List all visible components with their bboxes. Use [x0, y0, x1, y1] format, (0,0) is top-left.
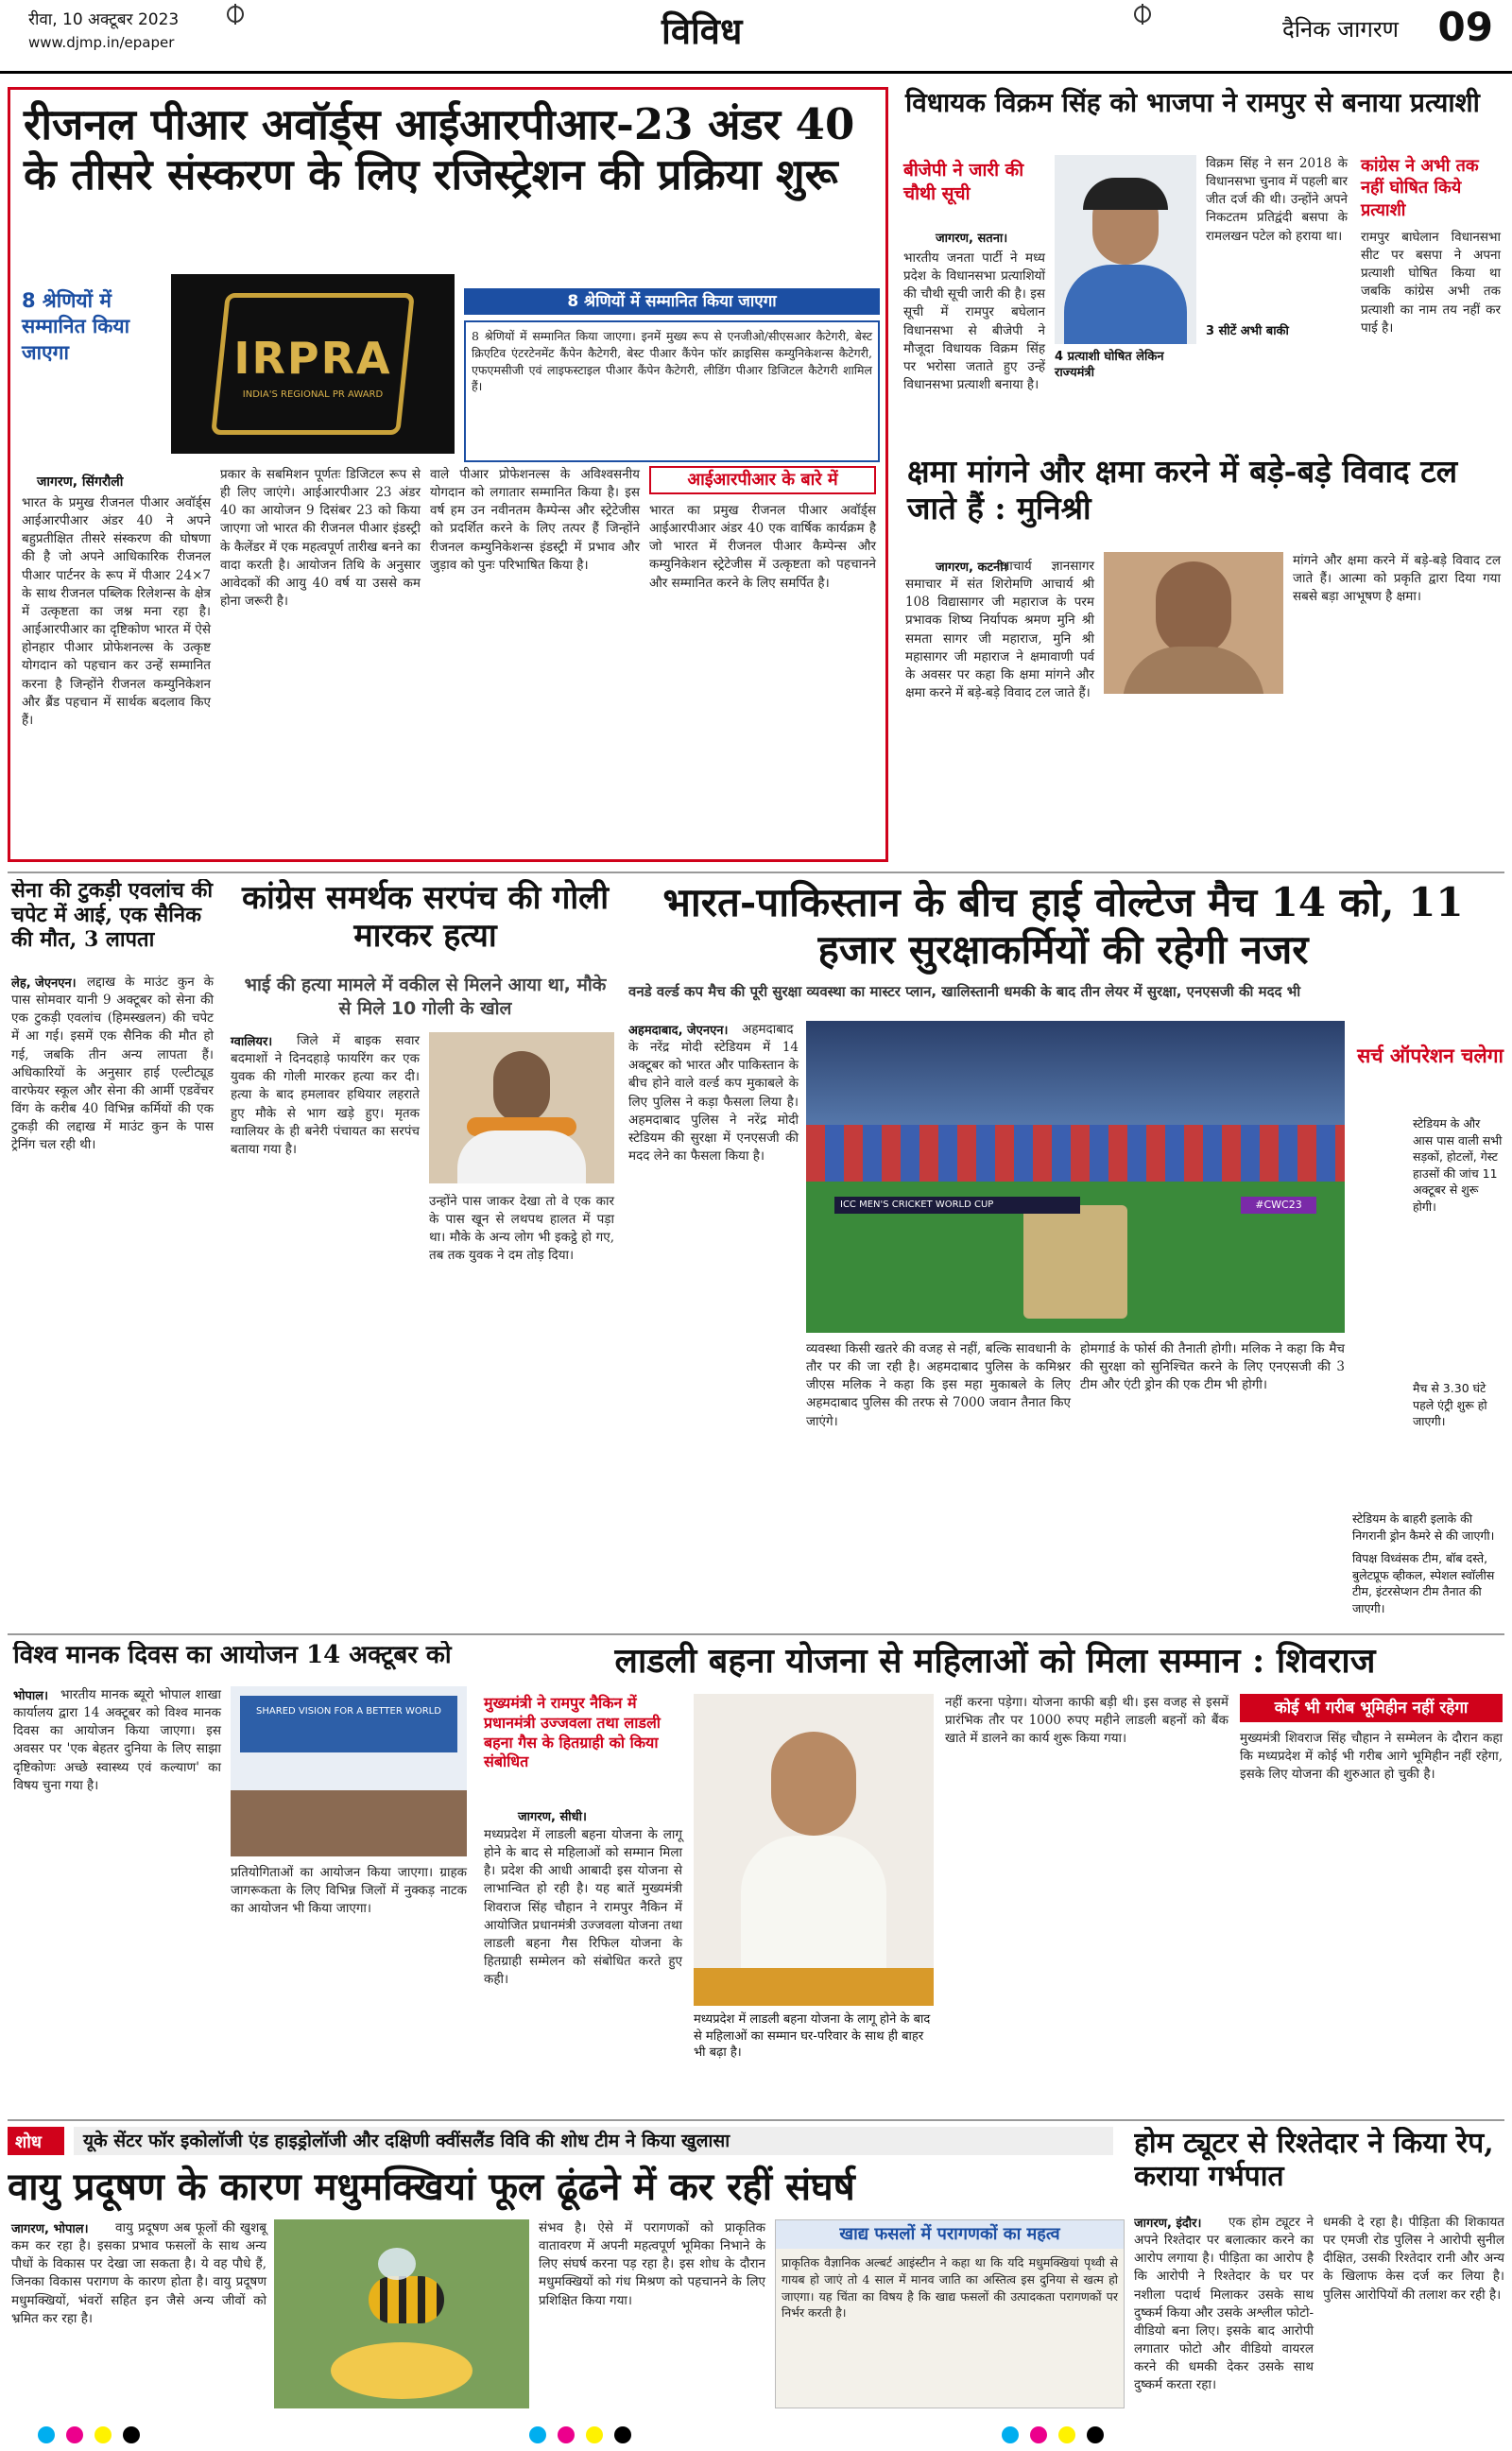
irpra-logo-text: IRPRA [233, 333, 392, 384]
ladli-body-col1: मध्यप्रदेश में लाडली बहना योजना के लागू होने के बाद से महिलाओं को सम्मान मिला है। प्रदेश की आधी आबादी इस योजना से लाभान्वित हो रही है। यह बातें मुख्यमंत्री शिवराज सिंह चौहान ने रामपुर नैकिन में आयोजित प्रधानमंत्री उज्जवला योजना तथा लाडली बहना गैस रिफिल योजना के हितग्राही सम्मेलन को संबोधित करते हुए कही। [484, 1827, 682, 1988]
vikram-tag: बीजेपी ने जारी की चौथी सूची [903, 160, 1024, 204]
congress-side-body: रामपुर बाघेलान विधानसभा सीट पर बसपा ने अपना प्रत्याशी घोषित किया था जबकि कांग्रेस अभी तक प्रत्याशी का नाम तय नहीं कर पाई है। [1361, 230, 1501, 336]
sarpanch-body-col1: जिले में बाइक सवार बदमाशों ने दिनदहाड़े फायरिंग कर एक युवक की गोली मारकर हत्या कर दी। हत्या के बाद हमलावर हथियार लहराते हुए मौके से भाग खड़े हुए। मृतक ग्वालियर के ही बनेरी पंचायत का सरपंच बताया गया है। [231, 1033, 420, 1157]
irpra-body-col2: प्रकार के सबमिशन पूर्णतः डिजिटल रूप से ही लिए जाएंगे। आईआरपीआर 23 अंडर 40 का आयोजन 9 दिसंबर 23 को किया जाएगा जो भारत की रीजनल पीआर इंडस्ट्री के कैलेंडर में एक महत्वपूर्ण तारीख बनने का वादा करती है। आयोजन तिथि के अनुसार आवेदकों की आयु 40 वर्ष या उससे कम होना जरूरी है। [220, 467, 421, 610]
army-article [8, 879, 217, 1626]
categories-box-body: 8 श्रेणियों में सम्मानित किया जाएगा। इनमें मुख्य रूप से एनजीओ/सीएसआर कैटेगरी, बेस्ट क्रिएटिव एंटरटेनमेंट कैंपेन कैटेगरी, बेस्ट पीआर कैंपेन फॉर क्राइसिस कम्युनिकेशन्स कैटेगरी, एफएमसीजी एवं लाइफस्टाइल पीआर कैंपेन कैटेगरी, लीडिंग पीआर डिजिटल कैटेगरी शामिल हैं। [464, 320, 880, 462]
research-topline: यूके सेंटर फॉर इकोलॉजी एंड हाइड्रोलॉजी और दक्षिणी क्वींसलैंड विवि की शोध टीम ने किया खुलासा [74, 2127, 1113, 2155]
standards-body-col1: भारतीय मानक ब्यूरो भोपाल शाखा कार्यालय द्वारा 14 अक्टूबर को विश्व मानक दिवस का आयोजन किया जाएगा। इस अवसर पर 'एक बेहतर दुनिया के लिए साझा दृष्टिकोणः अच्छे स्वास्थ्य एवं कल्याण' का विषय चुना गया है। [13, 1687, 221, 1793]
issue-date: रीवा, 10 अक्टूबर 2023 [28, 10, 180, 29]
shivraj-photo [694, 1694, 934, 2006]
cyan-swatch-icon [1002, 2426, 1019, 2443]
irpra-subhead: 8 श्रेणियों में सम्मानित किया जाएगा [22, 289, 130, 364]
pollinator-box [775, 2219, 1125, 2408]
indpak-body-col3: होमगार्ड के फोर्स की तैनाती होगी। मलिक ने कहा कि मैच की सुरक्षा को सुनिश्चित करने के लिए एनएसजी की 3 टीम और एंटी ड्रोन की एक टीम भी होगी। [1080, 1341, 1345, 1393]
vikram-dateline: जागरण, सतना। [936, 232, 1008, 246]
magenta-swatch-icon [66, 2426, 83, 2443]
hair-icon [1083, 178, 1168, 210]
irpra-headline: रीजनल पीआर अवॉर्ड्स आईआरपीआर-23 अंडर 40 के तीसरे संस्करण के लिए रजिस्ट्रेशन की प्रक्रिया शुरू [24, 99, 855, 200]
black-swatch-icon [614, 2426, 631, 2443]
pollinator-box-title: खाद्य फसलों में परागणकों का महत्व [776, 2220, 1124, 2249]
cwc23-banner: #CWC23 [1241, 1197, 1316, 1214]
yellow-swatch-icon [1058, 2426, 1075, 2443]
divider [8, 872, 1504, 873]
people-row [231, 1790, 467, 1856]
sarpanch-article [227, 879, 619, 1626]
indpak-headline: भारत-पाकिस्तान के बीच हाई वोल्टेज मैच 14 को, 11 हजार सुरक्षाकर्मियों की रहेगी नजर [662, 879, 1464, 973]
search-operation-title: सर्च ऑपरेशन चलेगा [1357, 1044, 1503, 1067]
research-tag: शोध [8, 2127, 64, 2155]
sarpanch-headline: कांग्रेस समर्थक सरपंच की गोली मारकर हत्या [241, 879, 610, 956]
print-color-bar [0, 2419, 1512, 2451]
registration-mark-icon [1134, 6, 1151, 23]
irpra-body-col1: भारत के प्रमुख रीजनल पीआर अवॉर्ड्स आईआरपीआर अंडर 40 ने अपने बहुप्रतीक्षित तीसरे संस्करण की घोषणा की है जो अपने आधिकारिक रीजनल पीआर पार्टनर के रूप में पीआर 24×7 के साथ रीजनल पब्लिक रिलेशन्स के क्षेत्र में उत्कृष्टता का जश्न मना रहा है। आईआरपीआर का दृष्टिकोण भारत में ऐसे होनहार पीआर प्रोफेशनल्स के उत्कृष्ट योगदान को पहचान कर उन्हें सम्मानित करना है जिन्होंने रीजनल कम्युनिकेशन और ब्रैंड पहचान में सार्थक बदलाव किए हैं। [22, 495, 211, 728]
vikram-article [898, 87, 1504, 446]
search-operation-body: स्टेडियम के और आस पास वाली सभी सड़कों, होटलों, गेस्ट हाउसों की जांच 11 अक्टूबर से शुरू होगी। [1413, 1116, 1503, 1214]
indpak-subhead: वनडे वर्ल्ड कप मैच की पूरी सुरक्षा व्यवस्था का मास्टर प्लान, खालिस्तानी धमकी के बाद तीन लेयर में सुरक्षा, एनएसजी की मदद भी [628, 983, 1301, 1000]
muni-headline: क्षमा मांगने और क्षमा करने में बड़े-बड़े विवाद टल जाते हैं : मुनिश्री [907, 454, 1458, 526]
ladli-article [480, 1641, 1504, 2114]
about-irpra-body: भारत का प्रमुख रीजनल पीआर अवॉर्ड्स आईआरपीआर अंडर 40 एक वार्षिक कार्यक्रम है जो भारत में रीजनल पीआर कैम्पेन्स और कम्युनिकेशन स्ट्रेटेजीस में उत्कृष्टता को पहचानने और सम्मानित करने के लिए समर्पित है। [649, 503, 876, 591]
stadium-seats [806, 1125, 1345, 1182]
tutor-body-col2: धमकी दे रहा है। पीड़िता की शिकायत पर एमजी रोड पुलिस ने आरोपी सुनील दीक्षित, उसकी रिश्तेदार रानी और अन्य के खिलाफ केस दर्ज कर लिया है। पुलिस आरोपियों की तलाश कर रही है। [1323, 2215, 1504, 2303]
indpak-dateline: अहमदाबाद, जेएनएन। [628, 1024, 729, 1038]
ladli-tag: मुख्यमंत्री ने रामपुर नैकिन में प्रधानमंत्री उज्जवला तथा लाडली बहना गैस के हितग्राही को किया संबोधित [484, 1694, 661, 1771]
bullet-entry-time: मैच से 3.30 घंटे पहले एंट्री शुरू हो जाएगी। [1413, 1381, 1487, 1428]
army-headline: सेना की टुकड़ी एवलांच की चपेट में आई, एक सैनिक की मौत, 3 लापता [11, 879, 214, 952]
shirt-icon [1064, 265, 1187, 344]
irpra-logo [171, 274, 455, 454]
irpra-logo-sub: INDIA'S REGIONAL PR AWARD [242, 389, 384, 400]
congress-side-head: कांग्रेस ने अभी तक नहीं घोषित किये प्रत्याशी [1361, 156, 1479, 220]
about-irpra-title: आईआरपीआर के बारे में [649, 466, 876, 494]
irpra-dateline: जागरण, सिंगरौली [37, 475, 124, 490]
shoulders-icon [1123, 647, 1264, 694]
categories-box-title: 8 श्रेणियों में सम्मानित किया जाएगा [464, 288, 880, 315]
masthead [0, 0, 1512, 74]
standards-article [8, 1641, 471, 2114]
face-icon [493, 1051, 550, 1123]
irpra-article [8, 87, 888, 862]
vikram-body-col1: भारतीय जनता पार्टी ने मध्य प्रदेश के विधानसभा प्रत्याशियों की चौथी सूची जारी की है। इस सूची में रामपुर बघेलान विधानसभा से बीजेपी ने मौजूदा विधायक विक्रम सिंह पर भरोसा जताते हुए उन्हें विधानसभा प्रत्याशी बनाया है। [903, 250, 1045, 393]
registration-mark-icon [227, 6, 244, 23]
divider [8, 1633, 1504, 1635]
army-dateline: लेह, जेएनएन। [11, 976, 77, 991]
face-icon [771, 1732, 856, 1836]
standards-dateline: भोपाल। [13, 1689, 48, 1703]
newspaper-name: दैनिक जागरण [1281, 16, 1399, 43]
stadium-stands [806, 1021, 1345, 1125]
epaper-link[interactable]: www.djmp.in/epaper [28, 34, 175, 51]
ladli-caption: मध्यप्रदेश में लाडली बहना योजना के लागू होने के बाद से महिलाओं का सम्मान घर-परिवार के साथ ही बाहर भी बढ़ा है। [694, 2012, 931, 2061]
standards-photo [231, 1686, 467, 1856]
muni-body-col1: आचार्य ज्ञानसागर समाचार में संत शिरोमणि आचार्य श्री 108 विद्यासागर जी महाराज के परम प्रभावक शिष्य निर्यापक श्रमण मुनि श्री समता सागर जी महाराज, मुनि श्री महासागर जी महाराज ने क्षमावाणी पर्व के अवसर पर कहा कि क्षमा मांगने और क्षमा करने में बड़े-बड़े विवाद टल जाते हैं। [905, 559, 1094, 701]
stadium-photo [806, 1021, 1345, 1333]
bullet-drone: स्टेडियम के बाहरी इलाके की निगरानी ड्रोन कैमरे से की जाएगी। [1352, 1511, 1495, 1543]
yellow-swatch-icon [94, 2426, 112, 2443]
divider [8, 2119, 1504, 2121]
black-swatch-icon [1087, 2426, 1104, 2443]
muni-portrait [1104, 552, 1283, 694]
irpra-body-col3: वाले पीआर प्रोफेशनल्स के अविश्वसनीय योगदान को लगातार सम्मानित किया है। इस वर्ष हम उन नवीनतम कैम्पेन्स और स्ट्रेटेजीस को प्रदर्शित करने के लिए तत्पर हैं जिन्होंने रीजनल कम्युनिकेशन्स इंडस्ट्री में प्रभाव और जुड़ाव को पुनः परिभाषित किया है। [430, 467, 640, 573]
muni-article [898, 454, 1504, 860]
ladli-side-head: कोई भी गरीब भूमिहीन नहीं रहेगा [1240, 1694, 1503, 1722]
kurta-icon [741, 1836, 886, 1968]
indpak-body-col2: व्यवस्था किसी खतरे की वजह से नहीं, बल्कि सावधानी के तौर पर की जा रही है। अहमदाबाद पुलिस के कमिश्नर जीएस मलिक ने कहा कि इस महा मुकाबले के लिए अहमदाबाद पुलिस की तरफ से 7000 जवान तैनात किए जाएंगे। [806, 1341, 1071, 1429]
standards-headline: विश्व मानक दिवस का आयोजन 14 अक्टूबर को [13, 1641, 452, 1669]
army-body: लद्दाख के माउंट कुन के पास सोमवार यानी 9 अक्टूबर को सेना की एक टुकड़ी एवलांच (हिमस्खलन) की चपेट में आ गई। इसमें एक सैनिक की मौत हो गई, जबकि तीन अन्य लापता हैं। अधिकारियों के अनुसार हाई एल्टीट्यूड वारफेयर स्कूल और सेना की आर्मी एडवेंचर विंग के करीब 40 विभिन्न कर्मियों की एक टुकड़ी की लद्दाख में माउंट कुन के पास ट्रेनिंग चल रही थी। [11, 975, 214, 1153]
pollinator-box-body: प्राकृतिक वैज्ञानिक अल्बर्ट आइंस्टीन ने कहा था कि यदि मधुमक्खियां पृथ्वी से गायब हो जाएं तो 4 साल में मानव जाति का अस्तित्व इस दुनिया से खत्म हो जाएगा। यह चिंता का विषय है कि खाद्य फसलों की उत्पादकता परागणकों पर निर्भर करती है। [782, 2255, 1118, 2321]
face-icon [1156, 561, 1231, 656]
research-body-col1: वायु प्रदूषण अब फूलों की खुशबू कम कर रहा है। इसका प्रभाव फसलों के साथ अन्य पौधों के विकास पर देखा जा सकता है। ये वह पौधे हैं, जिनका विकास परागण के कारण होता है। वायु प्रदूषण मधुमक्खियों, भंवरों सहित इन जैसे अन्य जीवों को भ्रमित कर रहा है। [11, 2220, 266, 2326]
magenta-swatch-icon [1030, 2426, 1047, 2443]
tutor-headline: होम ट्यूटर से रिश्तेदार ने किया रेप, कराया गर्भपात [1134, 2127, 1494, 2194]
yellow-swatch-icon [586, 2426, 603, 2443]
bullet-teams: विपक्ष विध्वंसक टीम, बॉब दस्ते, बुलेटप्रूफ व्हीकल, स्पेशल स्वाॅलीस टीम, इंटरसेप्शन टीम तैनात की जाएगी। [1352, 1551, 1495, 1615]
tutor-article [1134, 2127, 1504, 2410]
research-article [8, 2127, 1126, 2410]
tutor-body-col1: एक होम ट्यूटर ने अपने रिश्तेदार पर बलात्कार करने का आरोप लगाया है। पीड़िता का आरोप है कि आरोपी ने रिश्तेदार के घर पर नशीला पदार्थ मिलाकर उसके साथ दुष्कर्म किया और उसके अश्लील फोटो-वीडियो बना लिए। इसके बाद आरोपी लगातार फोटो और वीडियो वायरल करने की धमकी देकर उसके साथ दुष्कर्म करता रहा। [1134, 2215, 1314, 2393]
research-headline: वायु प्रदूषण के कारण मधुमक्खियां फूल ढूंढने में कर रहीं संघर्ष [8, 2165, 855, 2209]
vikram-portrait [1055, 155, 1196, 344]
sarpanch-body-col2: उन्होंने पास जाकर देखा तो वे एक कार के पास खून से लथपथ हालत में पड़ा था। मौके के अन्य लोग भी इकट्ठे हो गए, तब तक युवक ने दम तोड़ दिया। [429, 1194, 614, 1264]
sarpanch-subhead: भाई की हत्या मामले में वकील से मिलने आया था, मौके से मिले 10 गोली के खोल [244, 975, 607, 1019]
wc-banner: ICC MEN'S CRICKET WORLD CUP [834, 1197, 1080, 1214]
flower-icon [331, 2342, 472, 2399]
cyan-swatch-icon [38, 2426, 55, 2443]
section-title: विविध [662, 10, 743, 52]
ladli-body-col2: नहीं करना पड़ेगा। योजना काफी बड़ी थी। इस वजह से इसमें प्रारंभिक तौर पर 1000 रुपए महीने लाडली बहनों को बैंक खाते में डालने का कार्य शुरू किया गया। [945, 1695, 1228, 1747]
research-body-col2: संभव है। ऐसे में परागणकों को प्राकृतिक वातावरण में अपनी महत्वपूर्ण भूमिका निभाने के लिए संघर्ष करना पड़ रहा है। इस शोध के दौरान मधुमक्खियों को गंध मिश्रण को पहचानने के लिए प्रशिक्षित किया गया। [539, 2220, 765, 2308]
standards-banner: SHARED VISION FOR A BETTER WORLD [240, 1696, 457, 1752]
tutor-dateline: जागरण, इंदौर। [1134, 2217, 1202, 2231]
vikram-caption-sub2: 3 सीटें अभी बाकी [1206, 324, 1289, 338]
ladli-side-body: मुख्यमंत्री शिवराज सिंह चौहान ने सम्मेलन के दौरान कहा कि मध्यप्रदेश में कोई भी गरीब आगे भूमिहीन नहीं रहेगा, इसके लिए योजना की शुरुआत हो चुकी है। [1240, 1731, 1503, 1783]
bee-icon [369, 2276, 444, 2323]
sarpanch-photo [429, 1032, 614, 1183]
muni-dateline: जागरण, कटनी। [936, 561, 1008, 575]
ladli-dateline: जागरण, सीधी। [518, 1810, 587, 1824]
standards-body-col2: प्रतियोगिताओं का आयोजन किया जाएगा। ग्राहक जागरूकता के लिए विभिन्न जिलों में नुक्कड़ नाटक का आयोजन भी किया जाएगा। [231, 1865, 467, 1917]
vikram-headline: विधायक विक्रम सिंह को भाजपा ने रामपुर से बनाया प्रत्याशी [905, 87, 1480, 118]
ladli-headline: लाडली बहना योजना से महिलाओं को मिला सम्मान : शिवराज [614, 1641, 1376, 1681]
flowers-row [694, 1968, 934, 2006]
kurta-icon [457, 1131, 586, 1183]
page-number: 09 [1437, 4, 1493, 50]
indpak-article [628, 879, 1504, 1626]
pitch-square [1023, 1205, 1127, 1319]
vikram-body-col2: विक्रम सिंह ने सन 2018 के विधानसभा चुनाव में पहली बार जीत दर्ज की थी। उन्होंने अपने निकटतम प्रतिद्वंदी बसपा के रामलखन पटेल को हराया था। [1206, 156, 1348, 244]
vikram-caption-sub: 4 प्रत्याशी घोषित लेकिन राज्यमंत्री [1055, 350, 1164, 380]
indpak-body-col1: अहमदाबाद के नरेंद्र मोदी स्टेडियम में 14 अक्टूबर को भारत और पाकिस्तान के बीच होने वाले वर्ल्ड कप मुकाबले के लिए पुलिस ने कड़ा फैसला लिया है। अहमदाबाद पुलिस ने नरेंद्र मोदी स्टेडियम की सुरक्षा में एनएसजी की मदद लेने का फैसला किया है। [628, 1022, 799, 1165]
research-dateline: जागरण, भोपाल। [11, 2222, 89, 2236]
muni-body-col2: मांगने और क्षमा करने में बड़े-बड़े विवाद टल जाते हैं। आत्मा को प्रकृति द्वारा दिया गया सबसे बड़ा आभूषण है क्षमा। [1293, 553, 1501, 605]
wing-icon [378, 2248, 416, 2280]
sarpanch-dateline: ग्वालियर। [231, 1035, 273, 1049]
cyan-swatch-icon [529, 2426, 546, 2443]
black-swatch-icon [123, 2426, 140, 2443]
magenta-swatch-icon [558, 2426, 575, 2443]
bee-photo [274, 2219, 529, 2408]
